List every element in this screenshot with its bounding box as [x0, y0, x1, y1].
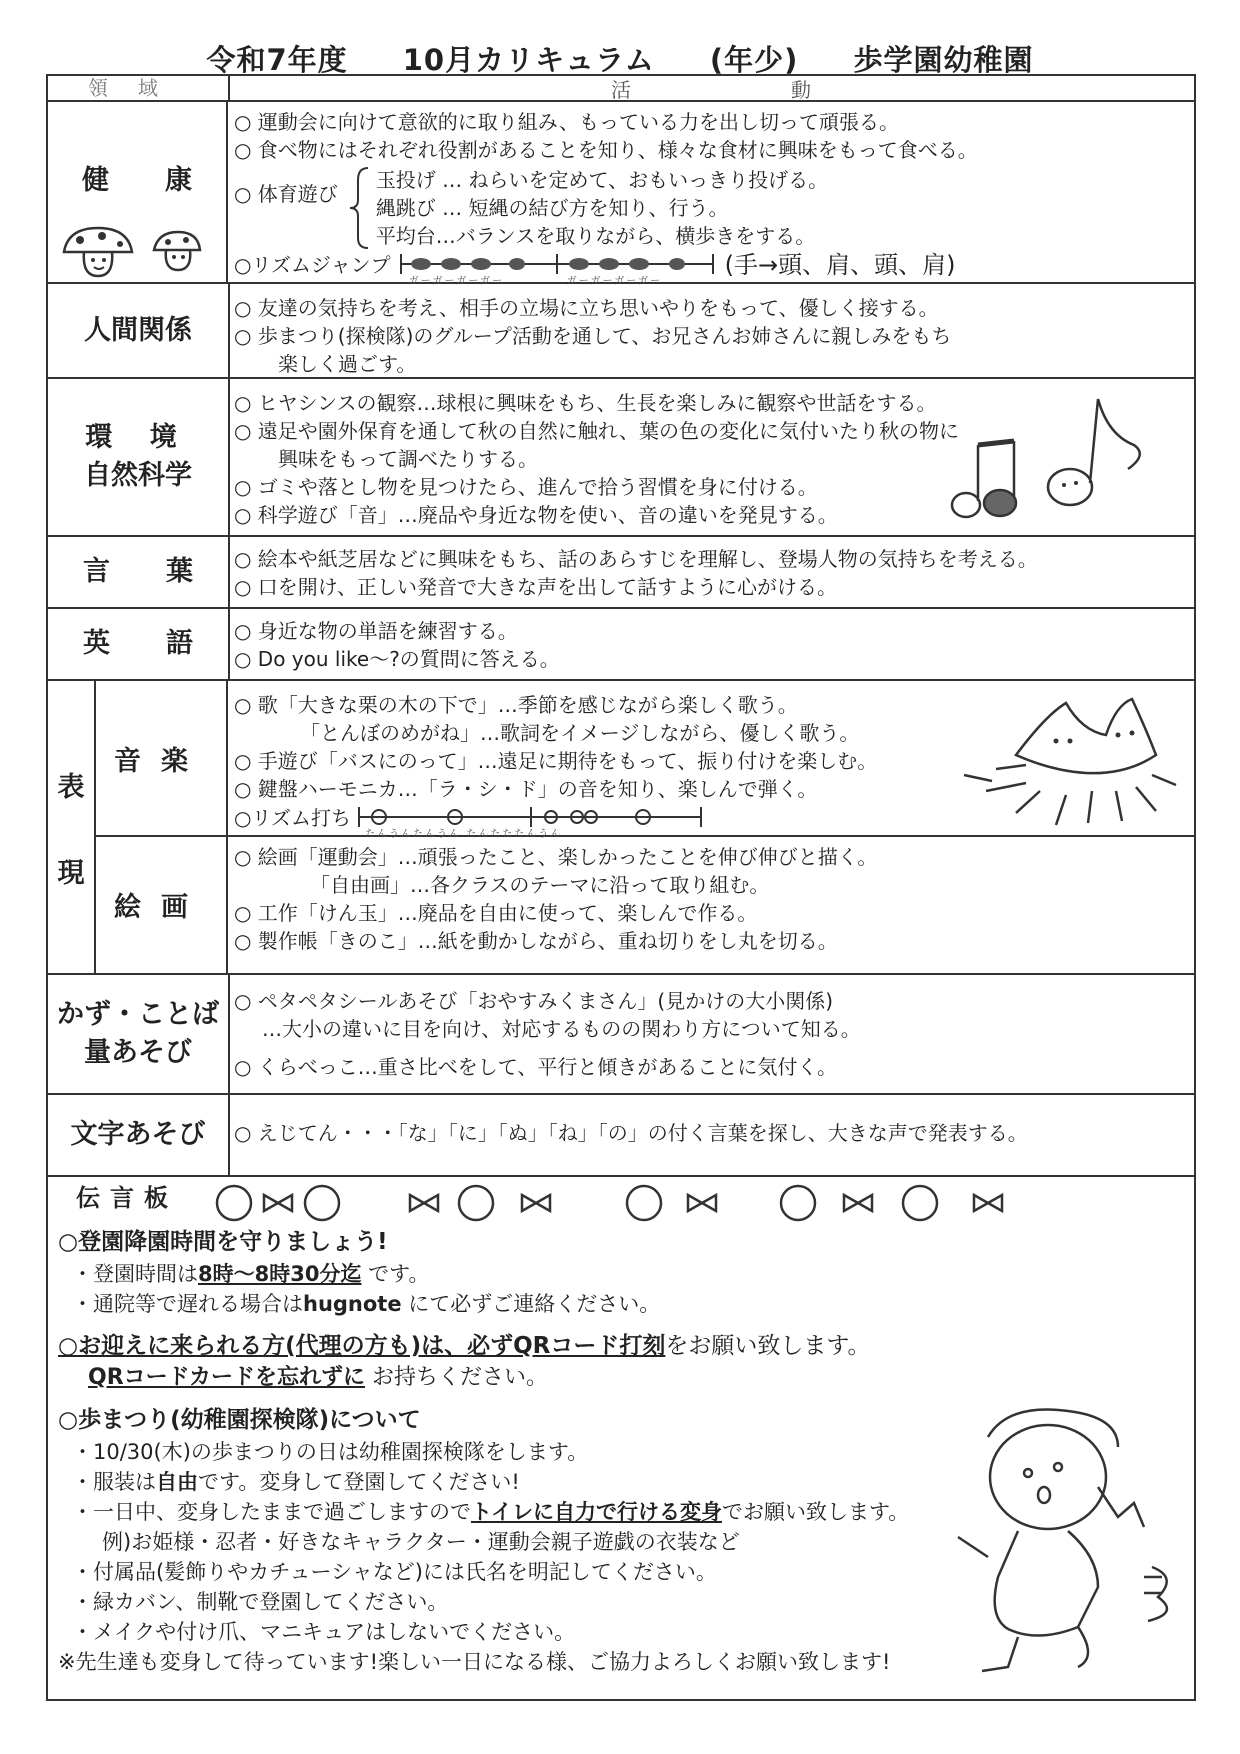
label-environment: 環 境 自然科学: [48, 379, 230, 535]
numbers-item: …大小の違いに目を向け、対応するものの関わり方について知る。: [262, 1017, 861, 1041]
board-heading-festival: ○歩まつり(幼稚園探検隊)について: [58, 1407, 421, 1433]
language-item: ○ 口を開け、正しい発音で大きな声を出して話すように心がける。: [234, 575, 838, 599]
pe-item: 縄跳び … 短縄の結び方を知り、行う。: [375, 196, 729, 220]
drawing-item: ○ 絵画「運動会」…頑張ったこと、楽しかったことを伸び伸びと描く。: [234, 845, 878, 869]
health-item: ○ 食べ物にはそれぞれ役割があることを知り、様々な食材に興味をもって食べる。: [234, 138, 978, 162]
language-item: ○ 絵本や紙芝居などに興味をもち、話のあらすじを理解し、登場人物の気持ちを考える。: [234, 547, 1038, 571]
board-item-qr: QRコードカードを忘れずに お持ちください。: [88, 1365, 548, 1390]
row-numbers: [46, 975, 1196, 1095]
environment-item: ○ 遠足や園外保育を通して秋の自然に触れ、葉の色の変化に気付いたり秋の物に: [234, 419, 960, 443]
rhythm-jump-sound-1: ガーガーガーガー: [408, 276, 505, 287]
pe-block: [234, 166, 1188, 250]
music-item: ○ 歌「大きな栗の木の下で」…季節を感じながら楽しく歌う。: [234, 693, 798, 717]
board-festival-item: ・10/30(木)の歩まつりの日は幼稚園探検隊をします。: [72, 1440, 589, 1464]
pe-item: 玉投げ … ねらいを定めて、おもいっきり投げる。: [375, 168, 829, 192]
activities-health: [234, 108, 1188, 287]
board-item-late: ・通院等で遅れる場合はhugnote にて必ずご連絡ください。: [72, 1292, 661, 1316]
label-health: 健 康: [48, 102, 228, 282]
rhythm-clap-label: ○リズム打ち: [234, 806, 352, 830]
activities-relations: [234, 294, 1188, 378]
activities-language: [234, 545, 1188, 601]
board-heading-pickup: ○お迎えに来られる方(代理の方も)は、必ずQRコード打刻をお願い致します。: [58, 1333, 871, 1359]
subrow-music: [96, 681, 1194, 840]
board-title: 伝言板: [76, 1184, 178, 1212]
letters-item: ○ えじてん・・・「な」「に」「ぬ」「ね」「の」の付く言葉を探し、大きな声で発表する。: [234, 1121, 1028, 1145]
board-festival-item: ※先生達も変身して待っています!楽しい一日になる様、ご協力よろしくお願い致します!: [58, 1650, 891, 1674]
label-expression: 表 現: [48, 681, 96, 973]
rhythm-jump-label: ○リズムジャンプ: [234, 253, 391, 277]
label-drawing: 絵画: [96, 835, 228, 973]
row-language: [46, 537, 1196, 609]
relations-item: 楽しく過ごす。: [278, 352, 417, 376]
board-festival-item: ・緑カバン、制靴で登園してください。: [72, 1590, 449, 1614]
row-health: [46, 102, 1196, 287]
activities-drawing: [234, 843, 1188, 955]
label-letters: 文字あそび: [48, 1095, 230, 1175]
header-activity: 活 動: [611, 77, 811, 102]
brace-icon: [348, 166, 372, 250]
environment-item: ○ 科学遊び「音」…廃品や身近な物を使い、音の違いを発見する。: [234, 503, 838, 527]
drawing-item: ○ 工作「けん玉」…廃品を自由に使って、楽しんで作る。: [234, 901, 758, 925]
label-relations: 人間関係: [48, 284, 230, 377]
table-header-row: [46, 74, 1196, 102]
rhythm-jump-note: (手→頭、肩、頭、肩): [724, 251, 956, 279]
row-english: [46, 609, 1196, 681]
child-drawing-icon: [948, 1407, 1178, 1677]
curriculum-table: [46, 74, 1196, 1701]
board-festival-item: ・一日中、変身したままで過ごしますのでトイレに自力で行ける変身でお願い致します。: [72, 1500, 910, 1524]
label-music: 音楽: [96, 681, 228, 835]
numbers-item: ○ くらべっこ…重さ比べをして、平行と傾きがあることに気付く。: [234, 1055, 838, 1079]
english-item: ○ 身近な物の単語を練習する。: [234, 619, 518, 643]
music-item: ○ 手遊び「バスにのって」…遠足に期待をもって、振り付けを楽しむ。: [234, 749, 878, 773]
row-letters: [46, 1095, 1196, 1177]
header-area: 領域: [48, 76, 230, 100]
title-class: (年少): [709, 43, 799, 77]
title-year: 令和7年度: [206, 43, 348, 77]
title-curriculum: 10月カリキュラム: [402, 43, 655, 77]
environment-item: 興味をもって調べたりする。: [278, 447, 538, 471]
label-english: 英 語: [48, 609, 230, 679]
board-heading-hours: ○登園降園時間を守りましょう!: [58, 1229, 388, 1255]
mushroom-icon: [58, 222, 218, 282]
drawing-item: 「自由画」…各クラスのテーマに沿って取り組む。: [310, 873, 770, 897]
chestnut-icon: [956, 695, 1186, 830]
subrow-drawing: [96, 835, 1194, 973]
music-item: 「とんぼのめがね」…歌詞をイメージしながら、優しく歌う。: [300, 721, 860, 745]
row-expression: [46, 681, 1196, 975]
rhythm-jump-sound-2: ガーガーガーガー: [566, 276, 663, 287]
board-festival-item: 例)お姫様・忍者・好きなキャラクター・運動会親子遊戯の衣装など: [102, 1530, 740, 1554]
relations-item: ○ 友達の気持ちを考え、相手の立場に立ち思いやりをもって、優しく接する。: [234, 296, 939, 320]
pe-label: ○ 体育遊び: [234, 182, 338, 206]
numbers-item: ○ ペタペタシールあそび「おやすみくまさん」(見かけの大小関係): [234, 989, 834, 1013]
label-numbers: かず・ことば 量あそび: [48, 975, 230, 1093]
music-item: ○ 鍵盤ハーモニカ…「ラ・シ・ド」の音を知り、楽しんで弾く。: [234, 777, 818, 801]
board-festival-item: ・付属品(髪飾りやカチューシャなど)には氏名を明記してください。: [72, 1560, 717, 1584]
board-festival-item: ・服装は自由です。変身して登園してください!: [72, 1470, 520, 1494]
pe-items: [376, 166, 828, 250]
row-environment: [46, 379, 1196, 537]
rhythm-clap-sound: たんうんたんうん たんたたたんうん: [365, 829, 563, 840]
message-board: [46, 1177, 1196, 1701]
environment-item: ○ ゴミや落とし物を見つけたら、進んで拾う習慣を身に付ける。: [234, 475, 818, 499]
label-language: 言 葉: [48, 537, 230, 607]
board-item-hours: ・登園時間は8時～8時30分迄 です。: [72, 1262, 430, 1286]
board-festival-item: ・メイクや付け爪、マニキュアはしないでください。: [72, 1620, 576, 1644]
halloween-border-icon: [204, 1183, 1144, 1223]
music-notes-icon: [938, 395, 1168, 525]
health-item: ○ 運動会に向けて意欲的に取り組み、もっている力を出し切って頑張る。: [234, 110, 900, 134]
relations-item: ○ 歩まつり(探検隊)のグループ活動を通して、お兄さんお姉さんに親しみをもち: [234, 324, 952, 348]
activities-english: [234, 617, 1188, 673]
row-relations: [46, 284, 1196, 379]
english-item: ○ Do you like～?の質問に答える。: [234, 647, 560, 671]
title-school: 歩学園幼稚園: [853, 43, 1034, 77]
drawing-item: ○ 製作帳「きのこ」…紙を動かしながら、重ね切りをし丸を切る。: [234, 929, 838, 953]
environment-item: ○ ヒヤシンスの観察…球根に興味をもち、生長を楽しみに観察や世話をする。: [234, 391, 937, 415]
pe-item: 平均台…バランスを取りながら、横歩きをする。: [375, 224, 816, 248]
activities-letters: [234, 1119, 1188, 1147]
rhythm-jump: [234, 250, 1188, 287]
activities-numbers: [234, 987, 1188, 1081]
